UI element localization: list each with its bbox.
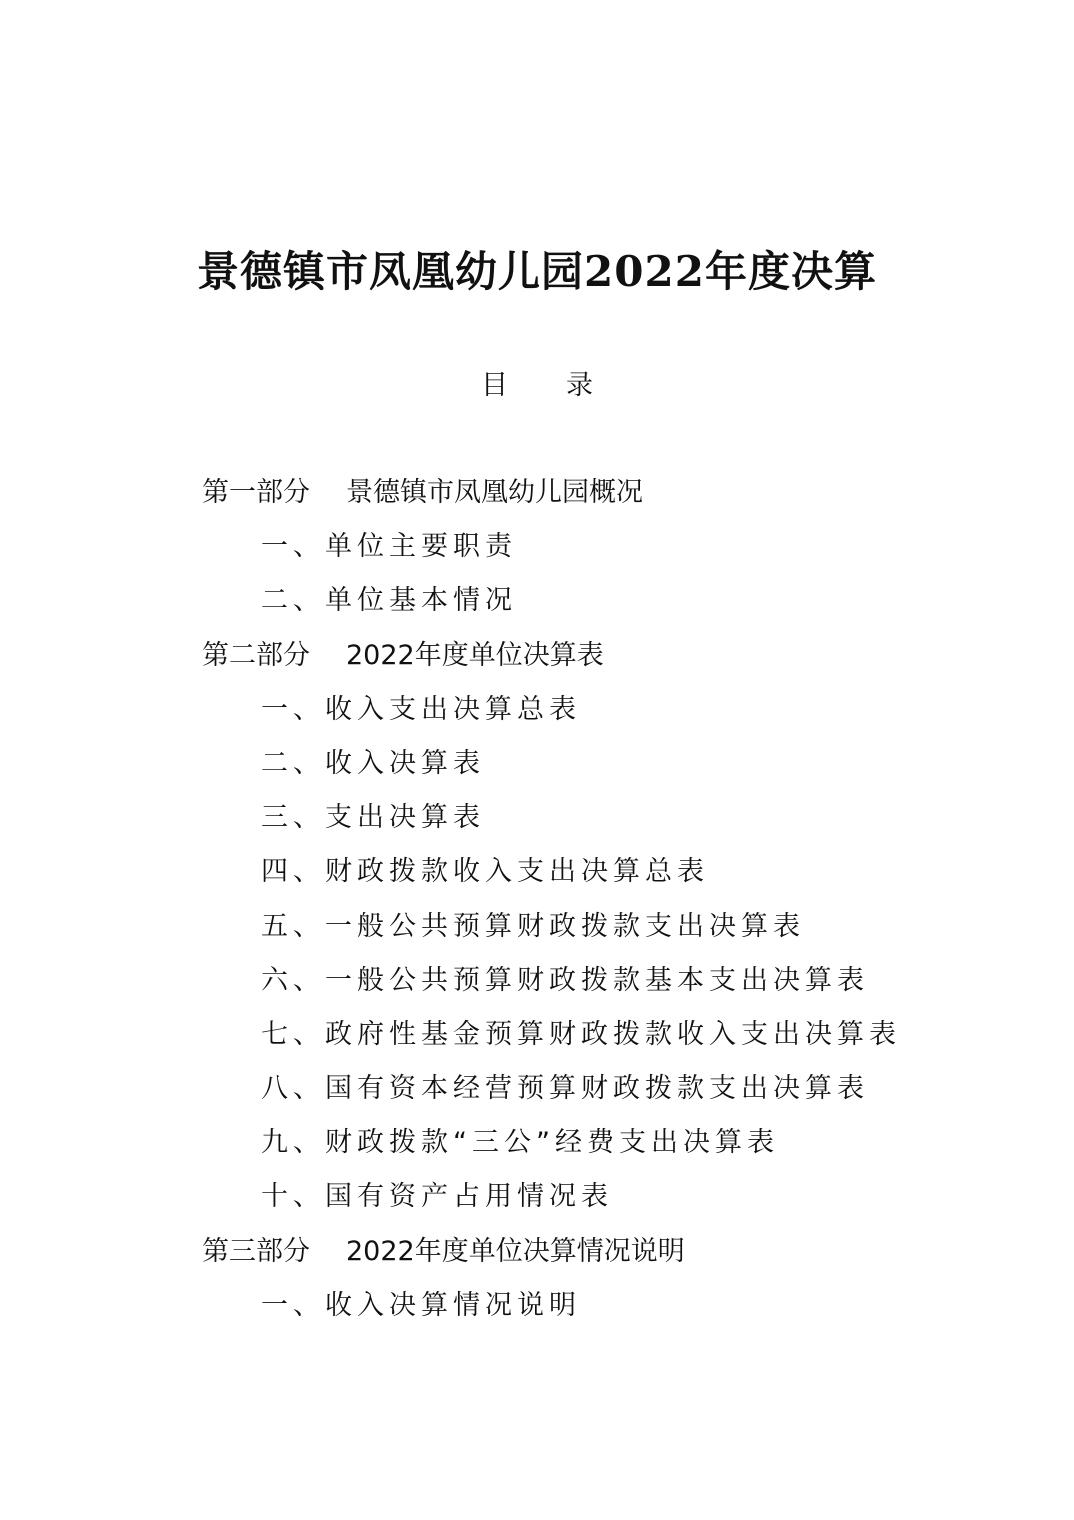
toc-item: 四、财政拨款收入支出决算总表: [261, 856, 709, 888]
toc-item: 七、政府性基金预算财政拨款收入支出决算表: [261, 1018, 901, 1050]
toc-item: 三、支出决算表: [261, 802, 485, 834]
toc-part-title: 2022年度单位决算情况说明: [346, 1235, 685, 1267]
toc-heading: [0, 364, 1074, 408]
toc-item: 一、收入支出决算总表: [261, 693, 581, 725]
toc-item: 八、国有资本经营预算财政拨款支出决算表: [261, 1073, 869, 1105]
toc-part-title: 2022年度单位决算表: [346, 639, 604, 671]
toc-part-label: 第二部分: [202, 639, 310, 671]
toc-part-label: 第一部分: [202, 477, 310, 508]
document-title: 景德镇市凤凰幼儿园2022年度决算: [197, 247, 877, 296]
toc-part-1: [0, 466, 1074, 520]
toc-item: 一、单位主要职责: [261, 531, 517, 563]
toc-item: 十、国有资产占用情况表: [261, 1181, 613, 1213]
toc-part-label: 第三部分: [202, 1235, 310, 1267]
toc-part-2: [0, 629, 1074, 683]
toc-item: 九、财政拨款“三公”经费支出决算表: [261, 1127, 779, 1159]
toc-item: 五、一般公共预算财政拨款支出决算表: [261, 910, 805, 942]
toc-heading-char-2: 录: [566, 370, 593, 401]
toc-heading-char-1: 目: [481, 370, 508, 401]
toc-item: 六、一般公共预算财政拨款基本支出决算表: [261, 964, 869, 996]
toc-item: 一、收入决算情况说明: [261, 1289, 581, 1321]
toc-item: 二、单位基本情况: [261, 585, 517, 617]
toc-part-3: [0, 1225, 1074, 1279]
toc-part-title: 景德镇市凤凰幼儿园概况: [346, 477, 643, 508]
toc-item: 二、收入决算表: [261, 747, 485, 779]
table-of-contents: [0, 466, 1074, 1333]
